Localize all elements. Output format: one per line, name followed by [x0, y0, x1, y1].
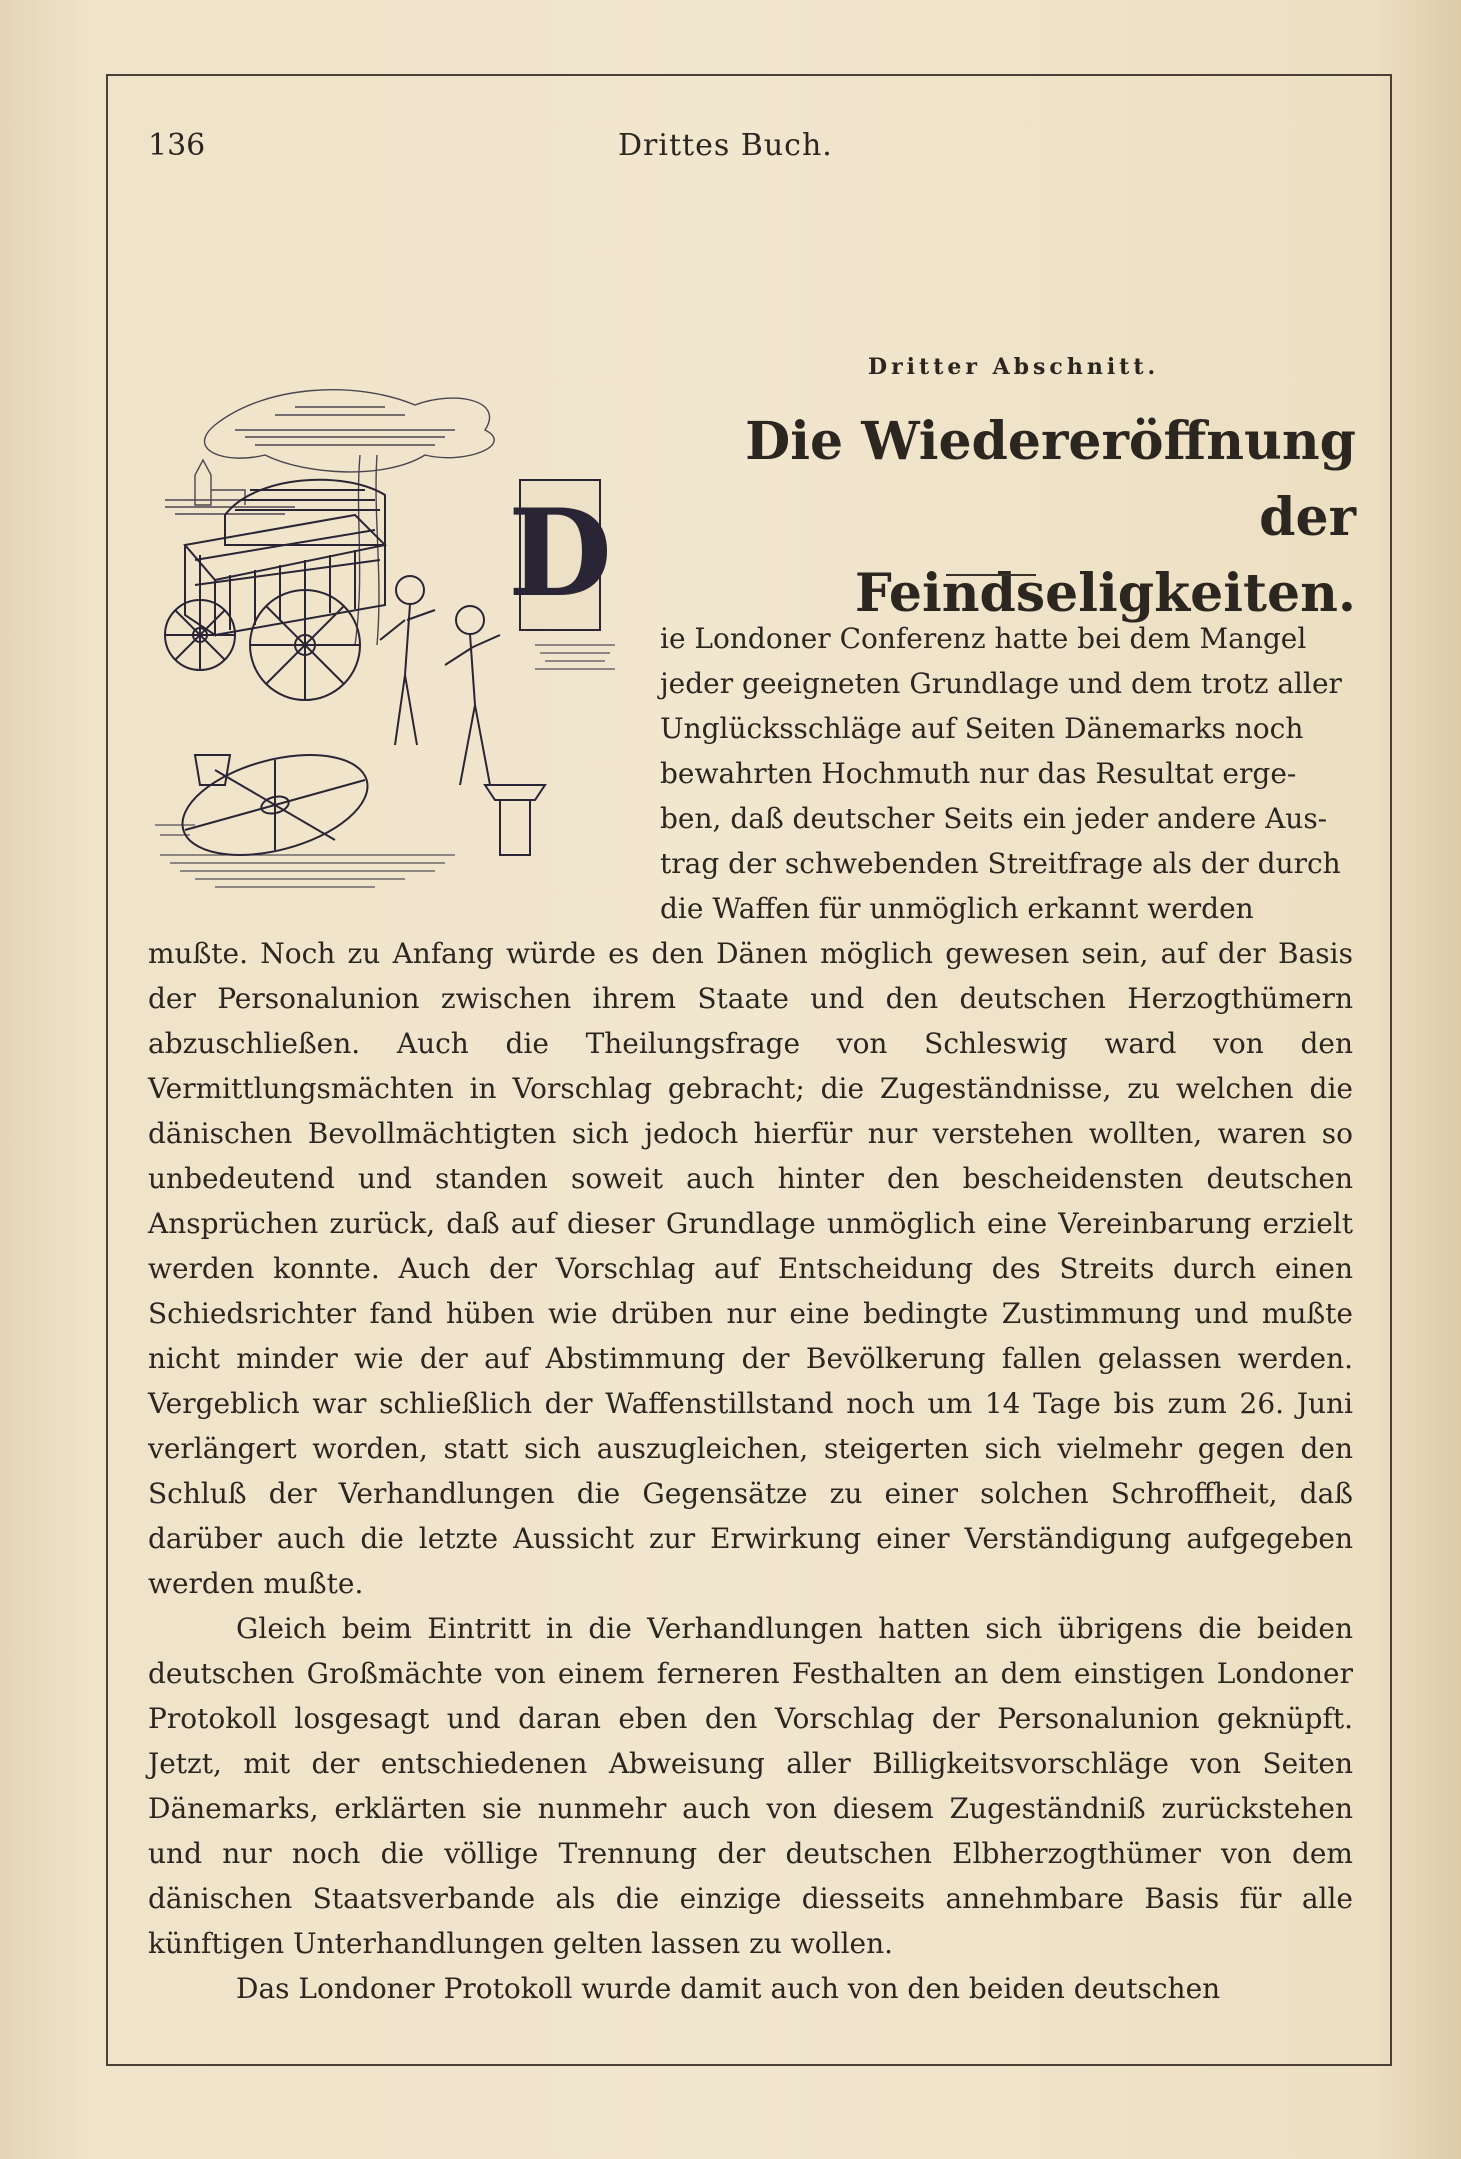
paragraph-3: Das Londoner Protokoll wurde damit auch von den beiden deutschen [236, 1972, 1221, 2005]
title-rule [946, 574, 1036, 576]
chapter-title-line-2: Feindseligkeiten. [854, 563, 1356, 624]
paragraph-1: mußte. Noch zu Anfang würde es den Dänen möglich gewesen sein, auf der Basis der Personalunion zwischen ihrem Staate und den deutschen Herzogthümern abzuschließen. Auch die Theilungsfrage von Schleswig ward von den Vermittlungsmächten in Vorschlag gebracht; die Zugeständnisse, zu welchen die dänischen Bevollmächtigten sich jedoch hierfür nur verstehen wollten, waren so unbedeutend und standen soweit auch hinter den bescheidensten deutschen Ansprüchen zurück, daß auf dieser Grundlage unmöglich eine Vereinbarung erzielt werden konnte. Auch der Vorschlag auf Entscheidung des Streits durch einen Schiedsrichter fand hüben wie drüben nur eine bedingte Zustimmung und mußte nicht minder wie der auf Abstimmung der Bevölkerung fallen gelassen werden. Vergeblich war schließlich der Waffenstillstand noch um 14 Tage bis zum 26. Juni verlängert worden, statt sich auszugleichen, steigerten sich vielmehr gegen den Schluß der Verhandlungen die Gegensätze zu einer solchen Schroffheit, daß darüber auch die letzte Aussicht zur Erwirkung einer Verständigung aufgegeben werden mußte. [148, 937, 1353, 1600]
opening-line-3: Unglücksschläge auf Seiten Dänemarks noch [660, 712, 1304, 745]
section-label: Dritter Abschnitt. [868, 354, 1160, 380]
opening-line-1: ie Londoner Conferenz hatte bei dem Mangel [660, 622, 1307, 655]
paragraph-2: Gleich beim Eintritt in die Verhandlungen hatten sich übrigens die beiden deutschen Großmächte von einem ferneren Festhalten an dem einstigen Londoner Protokoll losgesagt und daran eben den Vorschlag der Personalunion geknüpft. Jetzt, mit der entschiedenen Abweisung aller Billigkeitsvorschläge von Seiten Dänemarks, erklärten sie nunmehr auch von diesem Zugeständniß zurückstehen und nur noch die völlige Trennung der deutschen Elbherzogthümer von dem dänischen Staatsverbande als die einzige diesseits annehmbare Basis für alle künftigen Unterhandlungen gelten lassen zu wollen. [148, 1612, 1353, 1960]
body-text [148, 931, 1353, 2011]
chapter-title-line-1: Die Wiedereröffnung der [745, 411, 1356, 548]
wagon-illustration-icon [155, 385, 625, 910]
running-head: Drittes Buch. [618, 128, 833, 163]
opening-lines [660, 616, 1350, 931]
opening-line-4: bewahrten Hochmuth nur das Resultat erge- [660, 757, 1297, 790]
opening-line-7: die Waffen für unmöglich erkannt werden [660, 892, 1254, 925]
chapter-title [736, 404, 1356, 632]
opening-line-2: jeder geeigneten Grundlage und dem trotz aller [660, 667, 1342, 700]
initial-letter: D [507, 483, 613, 624]
opening-line-5: ben, daß deutscher Seits ein jeder andere Aus- [660, 802, 1328, 835]
page-number: 136 [148, 128, 206, 163]
opening-line-6: trag der schwebenden Streitfrage als der durch [660, 847, 1341, 880]
page-header [148, 128, 1353, 176]
